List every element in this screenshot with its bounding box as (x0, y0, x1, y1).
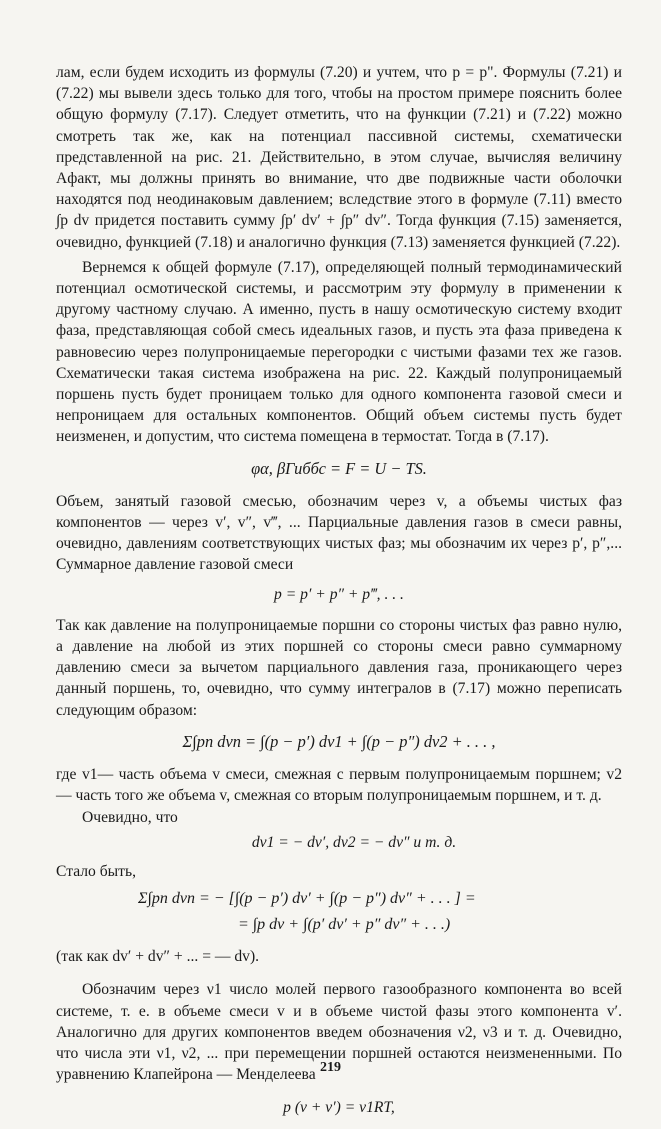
paragraph-5: где v1— часть объема v смеси, смежная с первым полупроницаемым поршнем; v2 — часть того же объема v, смежная со вторым полупроницаемым поршнем, и т. д. (56, 766, 622, 805)
paragraph-1: лам, если будем исходить из формулы (7.20) и учтем, что p = p". Формулы (7.21) и (7.22) мы вывели здесь только для того, чтобы на простом примере пояснить более общую формулу (7.17). Следует отметить, что на функции (7.21) и (7.22) можно смотреть так же, как на потенциал пассивной системы, схематически представленной на рис. 21. Действительно, в этом случае, вычисляя величину Aфакт, мы должны принять во внимание, что две подвижные части оболочки находятся под неодинаковым давлением; вследствие этого в формуле (7.11) вместо ∫p dv придется поставить сумму ∫p′ dv′ + ∫p″ dv″. Тогда функция (7.15) заменяется, очевидно, функцией (7.18) и аналогично функция (7.13) заменяется функцией (7.22). (56, 64, 622, 251)
paragraph-8: (так как dv′ + dv″ + ... = — dv). (56, 948, 260, 966)
paragraph-6: Очевидно, что (82, 808, 178, 826)
formula-pressure-sum: p = p′ + p″ + p‴, . . . (274, 585, 404, 603)
formula-expansion-line-2: = ∫p dv + ∫(p′ dv′ + p″ dv″ + . . .) (238, 916, 451, 934)
formula-expansion-line-1: Σ∫pn dvn = − [∫(p − p′) dv′ + ∫(p − p″) dv″ + . . . ] = (138, 890, 476, 908)
paragraph-3: Объем, занятый газовой смесью, обозначим через v, а объемы чистых фаз компонентов — через v′, v″, v‴, ... Парциальные давления газов в смеси равны, очевидно, давлениям соответствующих чистых фаз; мы обозначим их через p′, p″,... Суммарное давление газовой смеси (56, 492, 622, 574)
formula-clapeyron: p (v + v′) = ν1RT, (283, 1099, 395, 1117)
paragraph-2: Вернемся к общей формуле (7.17), определяющей полный термодинамический потенциал осмотической системы, и рассмотрим эту формулу в применении к другому частному случаю. А именно, пусть в нашу осмотическую систему входит фаза, представляющая собой смесь идеальных газов, и пусть эта фаза приведена к равновесию через полупроницаемые перегородки с чистыми фазами тех же газов. Схематически такая система изображена на рис. 22. Каждый полупроницаемый поршень пусть будет проницаем только для одного компонента газовой смеси и непроницаем для остальных компонентов. Общий объем системы пусть будет неизменен, и допустим, что система помещена в термостат. Тогда в (7.17). (56, 258, 622, 446)
formula-gibbs: φα, βГиббс = F = U − TS. (251, 458, 427, 478)
page-body (56, 62, 622, 1129)
page-number: 219 (320, 1060, 341, 1075)
formula-integral-sum: Σ∫pn dvn = ∫(p − p′) dv1 + ∫(p − p″) dv2 + . . . , (182, 731, 496, 751)
paragraph-7: Стало быть, (56, 862, 136, 880)
formula-dv: dv1 = − dv′, dv2 = − dv″ и т. д. (251, 833, 457, 851)
paragraph-4: Так как давление на полупроницаемые поршни со стороны чистых фаз равно нулю, а давление на любой из этих поршней со стороны смеси равно суммарному давлению смеси за вычетом парциального давления газа, проникающего через данный поршень, то, очевидно, что сумму интегралов в (7.17) можно переписать следующим образом: (56, 616, 622, 719)
paragraph-9: Обозначим через ν1 число молей первого газообразного компонента во всей системе, т. е. в объеме смеси v и в объеме чистой фазы этого компонента v′. Аналогично для других компонентов введем обозначения ν2, ν3 и т. д. Очевидно, что числа эти ν1, ν2, ... при перемещении поршней остаются неизмененными. По уравнению Клапейрона — Менделеева (56, 981, 622, 1084)
formula-block-expansion (56, 886, 622, 938)
